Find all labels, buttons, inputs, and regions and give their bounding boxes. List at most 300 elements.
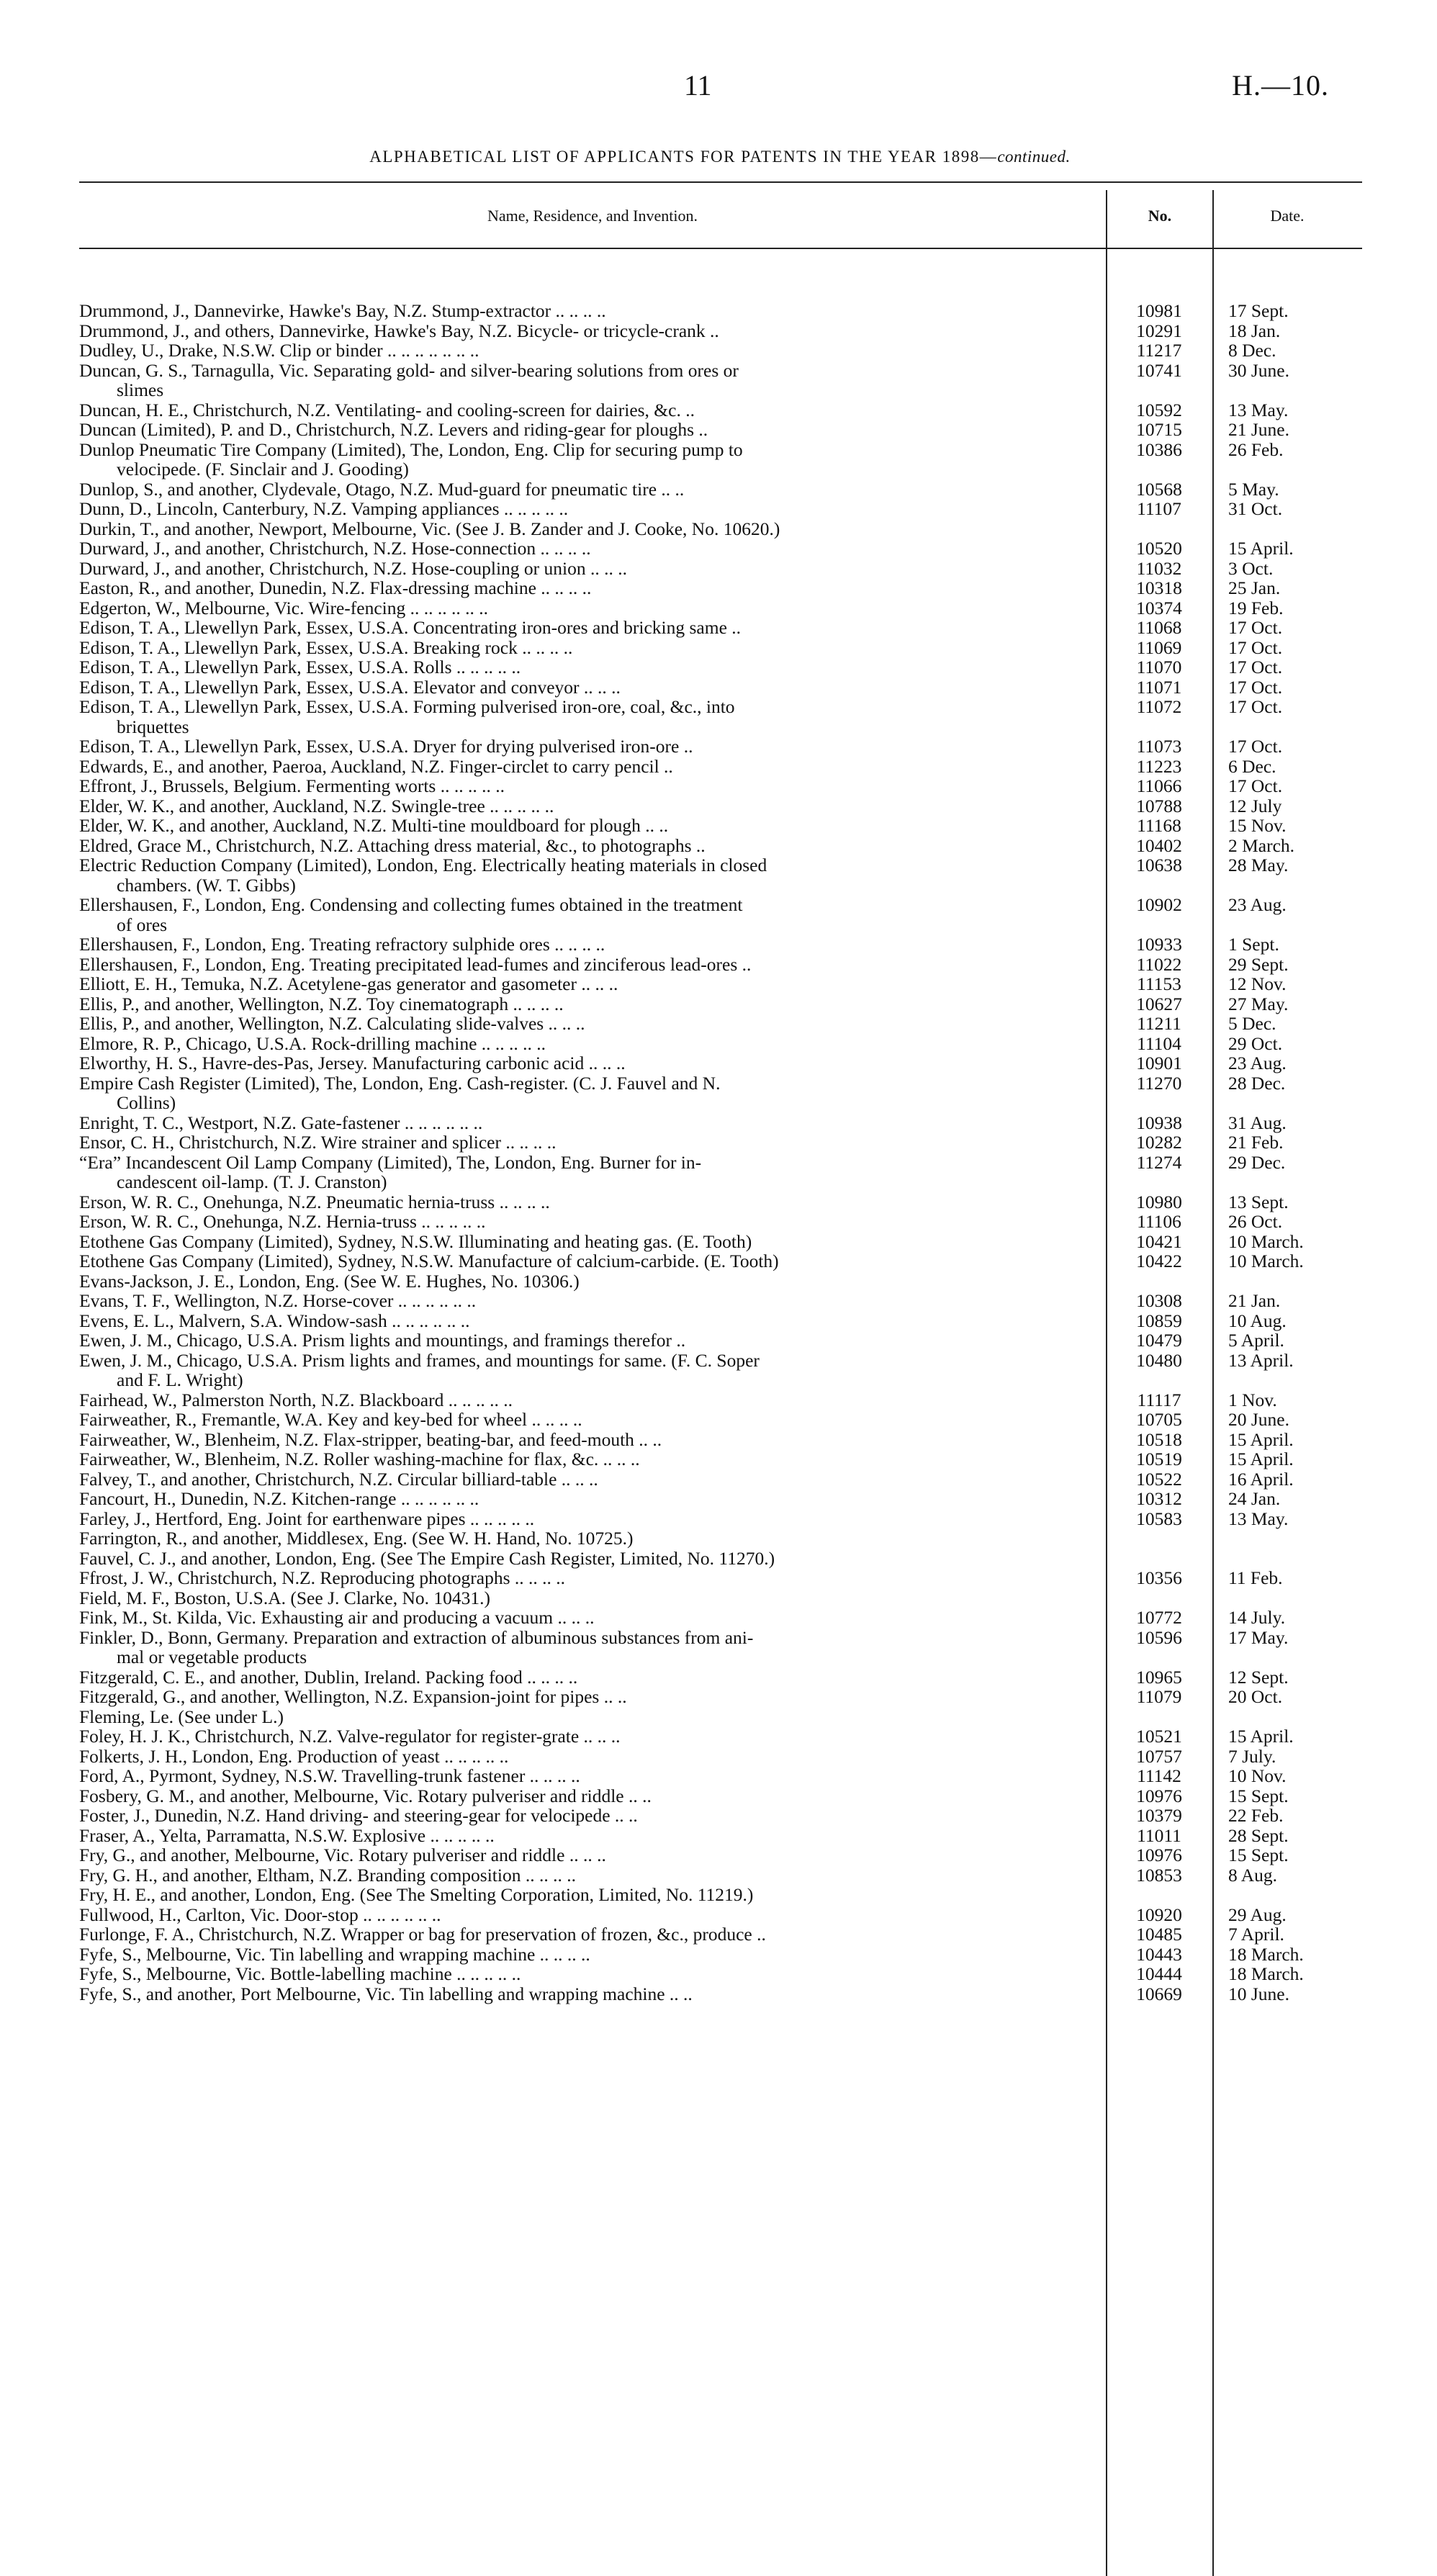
entry-name xyxy=(79,321,1106,341)
entry-continuation: and F. L. Wright) xyxy=(117,1369,243,1390)
table-row xyxy=(79,1291,1362,1311)
entry-number: 11142 xyxy=(1137,1765,1181,1786)
entry-name xyxy=(79,1311,1106,1331)
entry-line: Fullwood, H., Carlton, Vic. Door-stop .. .. .. .. .. .. xyxy=(79,1904,441,1925)
entry-date: 10 March. xyxy=(1228,1230,1304,1252)
table-row xyxy=(79,657,1362,677)
entry-number: 10715 xyxy=(1136,419,1182,440)
entry-name xyxy=(79,1469,1106,1490)
table-row xyxy=(79,1687,1362,1707)
entry-line: Fyfe, S., and another, Port Melbourne, Vic. Tin labelling and wrapping machine .. .. xyxy=(79,1983,693,2004)
entry-name xyxy=(79,519,1106,539)
table-header xyxy=(79,183,1362,248)
table-row xyxy=(79,955,1362,975)
entry-date xyxy=(1212,1885,1362,1905)
table-row xyxy=(79,341,1362,361)
entry-number: 10291 xyxy=(1136,320,1182,341)
table-row xyxy=(79,1014,1362,1034)
entry-name xyxy=(79,440,1106,479)
entry-number: 11168 xyxy=(1137,815,1181,836)
entry-line: Foster, J., Dunedin, N.Z. Hand driving- and steering-gear for velocipede .. .. xyxy=(79,1805,638,1826)
table-row xyxy=(79,895,1362,935)
table-row xyxy=(79,1153,1362,1192)
entry-date: 6 Dec. xyxy=(1228,755,1276,777)
entry-number: 10705 xyxy=(1136,1409,1182,1430)
entry-line: Folkerts, J. H., London, Eng. Production of yeast .. .. .. .. .. xyxy=(79,1745,509,1767)
entry-number: 10519 xyxy=(1136,1449,1182,1469)
entry-name xyxy=(79,697,1106,737)
entry-date: 18 March. xyxy=(1228,1963,1304,1984)
entry-number: 10379 xyxy=(1136,1805,1182,1826)
entry-line: Evans-Jackson, J. E., London, Eng. (See W. E. Hughes, No. 10306.) xyxy=(79,1270,580,1292)
entry-number: 10479 xyxy=(1136,1330,1182,1351)
entry-number: 11069 xyxy=(1136,636,1182,658)
table-row xyxy=(79,1747,1362,1767)
entry-name xyxy=(79,1192,1106,1212)
entry-number: 10522 xyxy=(1136,1468,1182,1490)
entry-number xyxy=(1106,519,1212,539)
entry-date: 13 Sept. xyxy=(1228,1191,1289,1212)
entry-date xyxy=(1212,1707,1362,1727)
entry-date: 7 July. xyxy=(1228,1745,1276,1767)
entry-line: Edison, T. A., Llewellyn Park, Essex, U.S.A. Forming pulverised iron-ore, coal, &c., into xyxy=(79,696,735,717)
entry-number: 11072 xyxy=(1136,696,1182,717)
entry-line: Ellershausen, F., London, Eng. Treating precipitated lead-fumes and zinciferous lead-ores .. xyxy=(79,953,752,975)
entry-number: 10901 xyxy=(1136,1053,1182,1073)
table-row xyxy=(79,578,1362,598)
entry-continuation: Collins) xyxy=(117,1092,176,1113)
table-row xyxy=(79,1073,1362,1113)
entry-line: Ellershausen, F., London, Eng. Treating refractory sulphide ores .. .. .. .. xyxy=(79,934,605,955)
entry-number: 10485 xyxy=(1136,1924,1182,1945)
entry-name xyxy=(79,479,1106,500)
entry-date: 12 Sept. xyxy=(1228,1666,1289,1688)
table-row xyxy=(79,677,1362,698)
entry-number: 10976 xyxy=(1136,1845,1182,1865)
entry-number: 11107 xyxy=(1137,498,1181,519)
table-row xyxy=(79,1271,1362,1292)
entry-date: 15 April. xyxy=(1228,1449,1294,1469)
page-header xyxy=(0,68,1437,112)
entry-number: 10421 xyxy=(1136,1230,1182,1252)
entry-number: 11032 xyxy=(1136,557,1182,579)
entry-number: 10356 xyxy=(1136,1567,1182,1588)
table-row xyxy=(79,1549,1362,1569)
entry-number: 11070 xyxy=(1136,657,1182,677)
entry-number xyxy=(1106,1588,1212,1608)
entry-name xyxy=(79,776,1106,796)
entry-name xyxy=(79,1806,1106,1826)
table-row xyxy=(79,519,1362,539)
entry-name xyxy=(79,1073,1106,1113)
entry-line: Etothene Gas Company (Limited), Sydney, N.S.W. Manufacture of calcium-carbide. (E. Tooth) xyxy=(79,1251,779,1271)
entry-line: Erson, W. R. C., Onehunga, N.Z. Hernia-truss .. .. .. .. .. xyxy=(79,1211,486,1232)
table-row xyxy=(79,1766,1362,1786)
entry-line: Ellershausen, F., London, Eng. Condensing and collecting fumes obtained in the treatment xyxy=(79,894,743,915)
entry-line: Field, M. F., Boston, U.S.A. (See J. Clarke, No. 10431.) xyxy=(79,1587,490,1608)
table-row xyxy=(79,1034,1362,1054)
entry-date: 12 Nov. xyxy=(1228,973,1287,994)
table-row xyxy=(79,1707,1362,1727)
entry-name xyxy=(79,361,1106,400)
table-row xyxy=(79,559,1362,579)
entry-date: 15 Sept. xyxy=(1228,1785,1289,1806)
entry-name xyxy=(79,1153,1106,1192)
entry-date: 18 Jan. xyxy=(1228,320,1281,341)
entry-name xyxy=(79,1232,1106,1252)
entry-name xyxy=(79,1014,1106,1034)
entry-number: 11117 xyxy=(1137,1389,1181,1410)
table-row xyxy=(79,1232,1362,1252)
entry-line: Elworthy, H. S., Havre-des-Pas, Jersey. Manufacturing carbonic acid .. .. .. xyxy=(79,1053,626,1073)
entry-date: 17 Oct. xyxy=(1228,617,1283,638)
entry-name xyxy=(79,1509,1106,1529)
entry-number: 10757 xyxy=(1136,1745,1182,1767)
entry-date: 23 Aug. xyxy=(1228,894,1287,915)
entry-line: Fry, H. E., and another, London, Eng. (See The Smelting Corporation, Limited, No. 11219.) xyxy=(79,1884,754,1905)
entry-line: Fyfe, S., Melbourne, Vic. Tin labelling and wrapping machine .. .. .. .. xyxy=(79,1943,590,1965)
entry-number: 10308 xyxy=(1136,1290,1182,1311)
entry-name xyxy=(79,974,1106,994)
table-row xyxy=(79,1945,1362,1965)
entry-date: 15 April. xyxy=(1228,538,1294,559)
entry-date: 15 April. xyxy=(1228,1726,1294,1747)
entry-number: 10443 xyxy=(1136,1943,1182,1965)
entry-name xyxy=(79,341,1106,361)
entry-name xyxy=(79,1747,1106,1767)
table-row xyxy=(79,1212,1362,1232)
table-row xyxy=(79,539,1362,559)
table-row xyxy=(79,1885,1362,1905)
entry-number: 10981 xyxy=(1136,300,1182,321)
table-row xyxy=(79,737,1362,757)
entry-number: 10772 xyxy=(1136,1607,1182,1628)
entry-name xyxy=(79,1885,1106,1905)
entry-date: 13 May. xyxy=(1228,1508,1289,1529)
entry-line: Dunlop Pneumatic Tire Company (Limited), The, London, Eng. Clip for securing pump to xyxy=(79,438,743,460)
entry-name xyxy=(79,1053,1106,1073)
entry-number: 10638 xyxy=(1136,855,1182,875)
table-body xyxy=(79,301,1362,2004)
entry-line: Ffrost, J. W., Christchurch, N.Z. Reproducing photographs .. .. .. .. xyxy=(79,1567,565,1588)
table-row xyxy=(79,757,1362,777)
entry-number: 11270 xyxy=(1136,1072,1182,1094)
entry-continuation: velocipede. (F. Sinclair and J. Gooding) xyxy=(117,459,409,479)
entry-number: 11274 xyxy=(1136,1151,1182,1173)
table-row xyxy=(79,400,1362,420)
entry-number: 10583 xyxy=(1136,1508,1182,1529)
entry-line: Empire Cash Register (Limited), The, London, Eng. Cash-register. (C. J. Fauvel and N. xyxy=(79,1072,721,1094)
entry-date xyxy=(1212,1271,1362,1292)
entry-name xyxy=(79,400,1106,420)
column-header-name: Name, Residence, and Invention. xyxy=(487,207,698,225)
entry-date xyxy=(1212,1549,1362,1569)
entry-number: 10402 xyxy=(1136,834,1182,856)
table-row xyxy=(79,1667,1362,1688)
entry-line: Edison, T. A., Llewellyn Park, Essex, U.S.A. Dryer for drying pulverised iron-ore .. xyxy=(79,736,693,757)
entry-date: 15 Nov. xyxy=(1228,815,1287,836)
entry-line: Edgerton, W., Melbourne, Vic. Wire-fencing .. .. .. .. .. .. xyxy=(79,597,489,618)
entry-line: Electric Reduction Company (Limited), London, Eng. Electrically heating materials in closed xyxy=(79,855,767,875)
entry-number: 11073 xyxy=(1136,736,1182,757)
entry-date: 2 March. xyxy=(1228,834,1295,856)
entry-number xyxy=(1106,1271,1212,1292)
entry-line: Edison, T. A., Llewellyn Park, Essex, U.S.A. Elevator and conveyor .. .. .. xyxy=(79,676,621,698)
entry-number: 10518 xyxy=(1136,1428,1182,1450)
table-row xyxy=(79,1509,1362,1529)
entry-line: Evens, E. L., Malvern, S.A. Window-sash .. .. .. .. .. .. xyxy=(79,1310,470,1331)
entry-date: 1 Sept. xyxy=(1228,934,1279,955)
entry-date xyxy=(1212,1528,1362,1549)
table-row xyxy=(79,1845,1362,1865)
entry-number: 10976 xyxy=(1136,1785,1182,1806)
table-row xyxy=(79,1351,1362,1390)
entry-number: 11223 xyxy=(1136,755,1182,777)
table-row xyxy=(79,1053,1362,1073)
entry-name xyxy=(79,1132,1106,1153)
table-row xyxy=(79,1826,1362,1846)
entry-date: 21 Feb. xyxy=(1228,1132,1284,1153)
entry-line: Dunn, D., Lincoln, Canterbury, N.Z. Vamping appliances .. .. .. .. .. xyxy=(79,498,569,519)
entry-line: Ensor, C. H., Christchurch, N.Z. Wire strainer and splicer .. .. .. .. xyxy=(79,1132,557,1153)
entry-date: 17 Oct. xyxy=(1228,775,1283,796)
entry-continuation: of ores xyxy=(117,914,168,935)
entry-date: 17 Oct. xyxy=(1228,736,1283,757)
entry-line: Easton, R., and another, Dunedin, N.Z. Flax-dressing machine .. .. .. .. xyxy=(79,577,592,598)
entry-name xyxy=(79,420,1106,440)
entry-line: Fitzgerald, C. E., and another, Dublin, Ireland. Packing food .. .. .. .. xyxy=(79,1666,578,1688)
entry-date: 3 Oct. xyxy=(1228,557,1274,579)
entry-date: 14 July. xyxy=(1228,1607,1286,1628)
entry-date: 10 March. xyxy=(1228,1251,1304,1271)
entry-date: 30 June. xyxy=(1228,359,1289,381)
entry-name xyxy=(79,1826,1106,1846)
table-row xyxy=(79,618,1362,638)
entry-name xyxy=(79,1786,1106,1806)
table-row xyxy=(79,1330,1362,1351)
entry-line: Ewen, J. M., Chicago, U.S.A. Prism lights and frames, and mountings for same. (F. C. Soper xyxy=(79,1349,760,1371)
entry-line: Enright, T. C., Westport, N.Z. Gate-fastener .. .. .. .. .. .. xyxy=(79,1112,483,1133)
table-header-rule xyxy=(79,248,1362,249)
entry-date: 13 May. xyxy=(1228,399,1289,420)
entry-line: Farrington, R., and another, Middlesex, Eng. (See W. H. Hand, No. 10725.) xyxy=(79,1528,634,1549)
table-row xyxy=(79,479,1362,500)
entry-line: Finkler, D., Bonn, Germany. Preparation and extraction of albuminous substances from ani- xyxy=(79,1626,754,1648)
entry-continuation: mal or vegetable products xyxy=(117,1647,307,1667)
entry-number: 10859 xyxy=(1136,1310,1182,1331)
entry-date: 27 May. xyxy=(1228,993,1289,1014)
table-row xyxy=(79,1806,1362,1826)
entry-line: Edison, T. A., Llewellyn Park, Essex, U.S.A. Breaking rock .. .. .. .. xyxy=(79,636,573,658)
table-row xyxy=(79,1726,1362,1747)
entry-number: 10965 xyxy=(1136,1666,1182,1688)
entry-number: 10741 xyxy=(1136,359,1182,381)
entry-name xyxy=(79,1430,1106,1450)
entry-date: 11 Feb. xyxy=(1228,1567,1283,1588)
entry-name xyxy=(79,1549,1106,1569)
entry-name xyxy=(79,559,1106,579)
entry-number: 10920 xyxy=(1136,1904,1182,1925)
entry-line: “Era” Incandescent Oil Lamp Company (Limited), The, London, Eng. Burner for in- xyxy=(79,1151,702,1173)
entry-name xyxy=(79,796,1106,816)
entry-name xyxy=(79,1291,1106,1311)
entry-number: 11079 xyxy=(1136,1686,1182,1707)
entry-date: 10 June. xyxy=(1228,1983,1289,2004)
table-row xyxy=(79,1588,1362,1608)
entry-name xyxy=(79,1905,1106,1925)
table-row xyxy=(79,974,1362,994)
entry-line: Farley, J., Hertford, Eng. Joint for earthenware pipes .. .. .. .. .. xyxy=(79,1508,535,1529)
entry-name xyxy=(79,1568,1106,1588)
column-header-date: Date. xyxy=(1270,207,1305,225)
table-row xyxy=(79,1489,1362,1509)
entry-line: Erson, W. R. C., Onehunga, N.Z. Pneumatic hernia-truss .. .. .. .. xyxy=(79,1191,550,1212)
entry-name xyxy=(79,1707,1106,1727)
entry-date: 17 Oct. xyxy=(1228,676,1283,698)
entry-name xyxy=(79,1608,1106,1628)
entry-date: 12 July xyxy=(1228,795,1282,816)
entry-number: 10853 xyxy=(1136,1864,1182,1886)
table-row xyxy=(79,1786,1362,1806)
entry-line: Fitzgerald, G., and another, Wellington, N.Z. Expansion-joint for pipes .. .. xyxy=(79,1686,627,1707)
entry-date: 28 Dec. xyxy=(1228,1072,1286,1094)
entry-name xyxy=(79,1924,1106,1945)
table-row xyxy=(79,499,1362,519)
entry-number: 10596 xyxy=(1136,1626,1182,1648)
entry-number: 10374 xyxy=(1136,597,1182,618)
entry-name xyxy=(79,677,1106,698)
entry-line: Elliott, E. H., Temuka, N.Z. Acetylene-gas generator and gasometer .. .. .. xyxy=(79,973,618,994)
entry-name xyxy=(79,1113,1106,1133)
entry-number: 11211 xyxy=(1137,1013,1181,1034)
entry-line: Duncan, G. S., Tarnagulla, Vic. Separating gold- and silver-bearing solutions from ores or xyxy=(79,359,739,381)
entry-date: 29 Dec. xyxy=(1228,1151,1286,1173)
entry-line: Duncan, H. E., Christchurch, N.Z. Ventilating- and cooling-screen for dairies, &c. .. xyxy=(79,399,695,420)
entry-date: 5 April. xyxy=(1228,1330,1284,1351)
entry-number: 10980 xyxy=(1136,1191,1182,1212)
entry-name xyxy=(79,895,1106,935)
entry-name xyxy=(79,955,1106,975)
title-main: ALPHABETICAL LIST OF APPLICANTS FOR PATENTS IN THE YEAR 1898— xyxy=(369,148,998,166)
table-row xyxy=(79,1132,1362,1153)
column-header-no: No. xyxy=(1148,207,1172,225)
entry-name xyxy=(79,855,1106,895)
table-row xyxy=(79,361,1362,400)
entry-date: 16 April. xyxy=(1228,1468,1294,1490)
entry-name xyxy=(79,539,1106,559)
entry-name xyxy=(79,301,1106,321)
entry-name xyxy=(79,1271,1106,1292)
entry-name xyxy=(79,1845,1106,1865)
table-row xyxy=(79,1964,1362,1984)
entry-name xyxy=(79,1212,1106,1232)
table-row xyxy=(79,1469,1362,1490)
entry-line: Falvey, T., and another, Christchurch, N.Z. Circular billiard-table .. .. .. xyxy=(79,1468,598,1490)
entry-number: 11153 xyxy=(1137,973,1181,994)
entry-date: 29 Oct. xyxy=(1228,1032,1283,1054)
entry-number: 10422 xyxy=(1136,1251,1182,1271)
table-row xyxy=(79,1984,1362,2004)
entry-name xyxy=(79,1964,1106,1984)
entry-line: Fraser, A., Yelta, Parramatta, N.S.W. Explosive .. .. .. .. .. xyxy=(79,1824,495,1846)
entry-date: 28 Sept. xyxy=(1228,1824,1289,1846)
table-row xyxy=(79,321,1362,341)
entry-name xyxy=(79,1865,1106,1886)
table-row xyxy=(79,855,1362,895)
entry-line: Fairweather, W., Blenheim, N.Z. Roller washing-machine for flax, &c. .. .. .. xyxy=(79,1449,640,1469)
table-row xyxy=(79,836,1362,856)
entry-name xyxy=(79,757,1106,777)
entry-name xyxy=(79,1034,1106,1054)
table-row xyxy=(79,1608,1362,1628)
entry-date: 21 Jan. xyxy=(1228,1290,1281,1311)
entry-line: Effront, J., Brussels, Belgium. Fermenting worts .. .. .. .. .. xyxy=(79,775,505,796)
entry-date: 5 May. xyxy=(1228,478,1279,500)
table-row xyxy=(79,598,1362,618)
table-row xyxy=(79,638,1362,658)
table-row xyxy=(79,1924,1362,1945)
table-row xyxy=(79,1430,1362,1450)
entry-date: 17 Sept. xyxy=(1228,300,1289,321)
entry-number: 10669 xyxy=(1136,1983,1182,2004)
entry-date: 31 Oct. xyxy=(1228,498,1283,519)
entry-line: Eldred, Grace M., Christchurch, N.Z. Attaching dress material, &c., to photographs .. xyxy=(79,834,706,856)
entry-date: 29 Aug. xyxy=(1228,1904,1287,1925)
entry-line: Fancourt, H., Dunedin, N.Z. Kitchen-range .. .. .. .. .. .. xyxy=(79,1488,479,1509)
entry-number: 10933 xyxy=(1136,934,1182,955)
entry-date: 10 Aug. xyxy=(1228,1310,1287,1331)
entry-name xyxy=(79,935,1106,955)
entry-continuation: chambers. (W. T. Gibbs) xyxy=(117,874,296,896)
table-row xyxy=(79,1311,1362,1331)
page-number: 11 xyxy=(684,69,712,102)
table-row xyxy=(79,1390,1362,1410)
table-row xyxy=(79,1905,1362,1925)
entry-date: 17 Oct. xyxy=(1228,696,1283,717)
entry-date: 21 June. xyxy=(1228,419,1289,440)
entry-date: 20 Oct. xyxy=(1228,1686,1283,1707)
entry-line: Fosbery, G. M., and another, Melbourne, Vic. Rotary pulveriser and riddle .. .. xyxy=(79,1785,652,1806)
entry-name xyxy=(79,1766,1106,1786)
entry-number: 10788 xyxy=(1136,795,1182,816)
entry-line: Fleming, Le. (See under L.) xyxy=(79,1706,284,1727)
entry-date: 1 Nov. xyxy=(1228,1389,1277,1410)
entry-date: 19 Feb. xyxy=(1228,597,1284,618)
entry-name xyxy=(79,1628,1106,1667)
entry-number: 10480 xyxy=(1136,1349,1182,1371)
entry-line: Edwards, E., and another, Paeroa, Auckland, N.Z. Finger-circlet to carry pencil .. xyxy=(79,755,673,777)
entry-line: Elder, W. K., and another, Auckland, N.Z. Multi-tine mouldboard for plough .. .. xyxy=(79,815,669,836)
entry-number: 10312 xyxy=(1136,1488,1182,1509)
table-row xyxy=(79,1251,1362,1271)
entry-line: Furlonge, F. A., Christchurch, N.Z. Wrapper or bag for preservation of frozen, &c., produce .. xyxy=(79,1924,766,1945)
entry-date: 24 Jan. xyxy=(1228,1488,1281,1509)
entry-date: 26 Feb. xyxy=(1228,438,1284,460)
table-row xyxy=(79,697,1362,737)
entry-name xyxy=(79,1251,1106,1271)
entry-name xyxy=(79,1390,1106,1410)
table-row xyxy=(79,816,1362,836)
entry-continuation: briquettes xyxy=(117,716,189,737)
entry-date: 10 Nov. xyxy=(1228,1765,1287,1786)
entry-number: 11068 xyxy=(1136,617,1182,638)
table-row xyxy=(79,796,1362,816)
entry-line: Etothene Gas Company (Limited), Sydney, N.S.W. Illuminating and heating gas. (E. Tooth) xyxy=(79,1230,752,1252)
entry-date: 28 May. xyxy=(1228,855,1289,875)
entry-date: 5 Dec. xyxy=(1228,1013,1276,1034)
entry-date: 17 Oct. xyxy=(1228,657,1283,677)
entry-date: 17 Oct. xyxy=(1228,636,1283,658)
